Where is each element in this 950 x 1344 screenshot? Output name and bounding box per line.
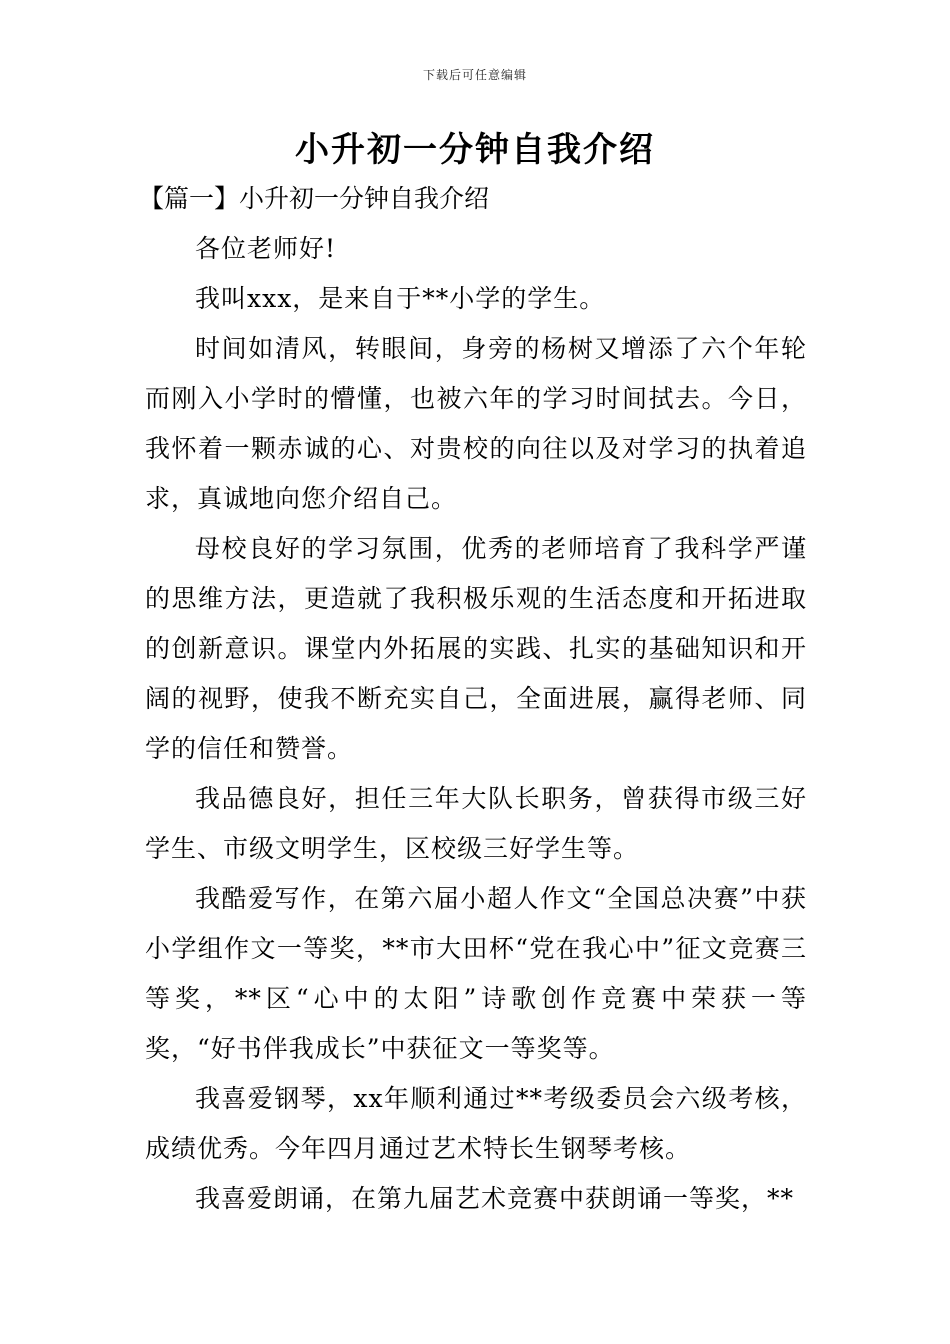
section-heading: 【篇一】小升初一分钟自我介绍: [139, 184, 490, 213]
paragraph-greeting: 各位老师好!: [195, 234, 337, 263]
document-title: 小升初一分钟自我介绍: [295, 130, 655, 170]
paragraph-school: 母校良好的学习氛围，优秀的老师培育了我科学严谨的思维方法，更造就了我积极乐观的生活态度和开拓进取的创新意识。课堂内外拓展的实践、扎实的基础知识和开阔的视野，使我不断充实自己，全面进展，赢得老师、同学的信任和赞誉。: [145, 534, 807, 763]
paragraph-writing: 我酷爱写作，在第六届小超人作文“全国总决赛”中获小学组作文一等奖，**市大田杯“党在我心中”征文竞赛三等奖，**区“心中的太阳”诗歌创作竞赛中荣获一等奖，“好书伴我成长”中获征文一等奖等。: [145, 884, 807, 1063]
paragraph-recitation: 我喜爱朗诵，在第九届艺术竞赛中获朗诵一等奖，**: [195, 1184, 795, 1213]
paragraph-piano: 我喜爱钢琴，xx年顺利通过**考级委员会六级考核，成绩优秀。今年四月通过艺术特长生钢琴考核。: [145, 1084, 807, 1163]
paragraph-character: 我品德良好，担任三年大队长职务，曾获得市级三好学生、市级文明学生，区校级三好学生等。: [145, 784, 807, 863]
document-body: [139, 174, 807, 1224]
header-note: 下载后可任意编辑: [422, 68, 527, 82]
paragraph-name: 我叫xxx，是来自于**小学的学生。: [195, 284, 606, 313]
paragraph-intro: 时间如清风，转眼间，身旁的杨树又增添了六个年轮而刚入小学时的懵懂，也被六年的学习时间拭去。今日，我怀着一颗赤诚的心、对贵校的向往以及对学习的执着追求，真诚地向您介绍自己。: [145, 334, 807, 513]
